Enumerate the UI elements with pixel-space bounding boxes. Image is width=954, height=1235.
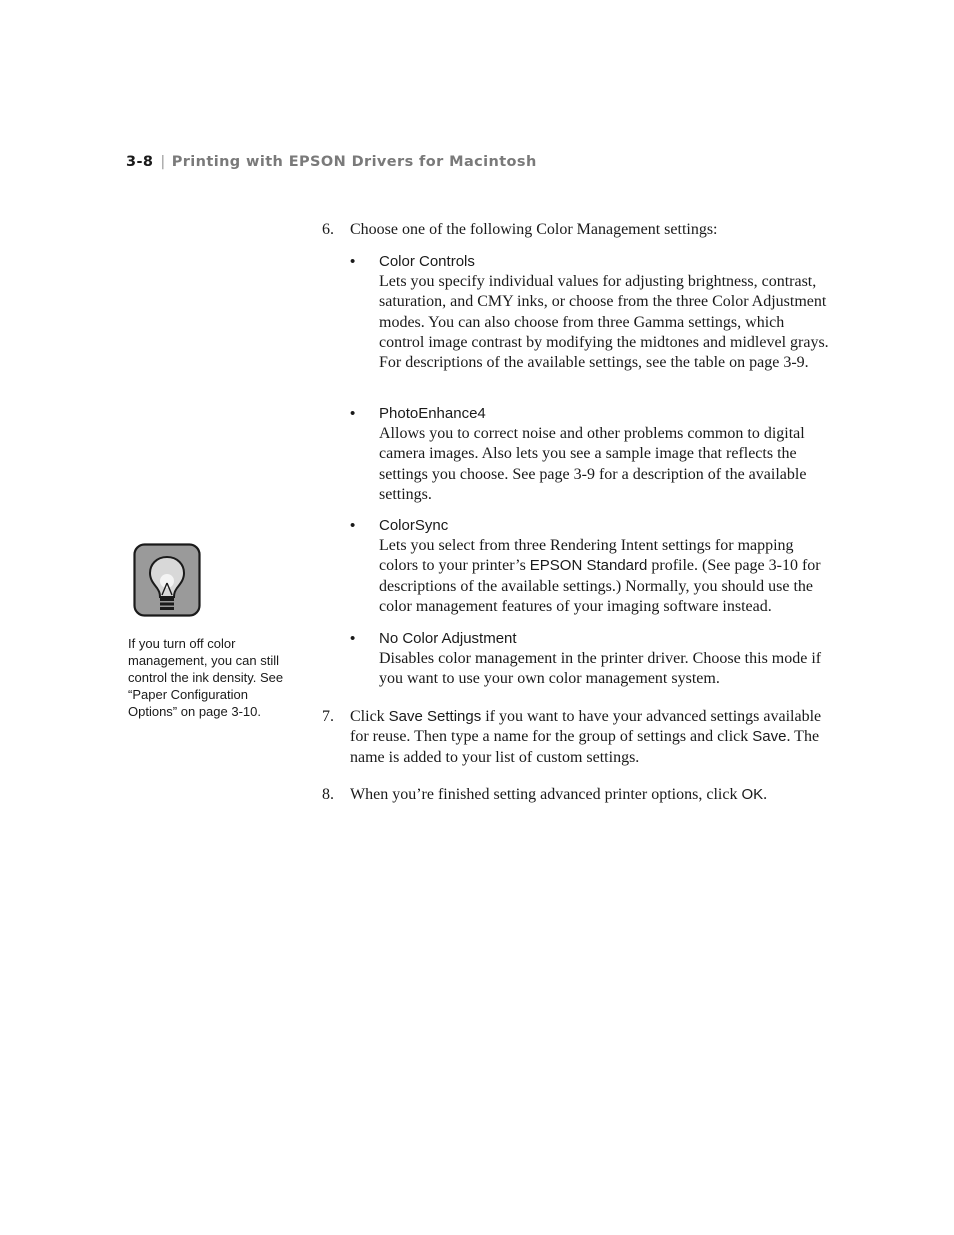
option-title: No Color Adjustment [379,630,517,647]
text-run: . The name is added to your list of custom settings. [350,728,820,766]
step-number: 7. [322,708,334,725]
text-run: . [763,786,768,803]
step-number: 6. [322,221,334,238]
option-title: PhotoEnhance4 [379,405,486,422]
option-title: ColorSync [379,517,449,534]
save-label: Save [752,728,787,746]
bullet-dot: • [350,517,356,534]
chapter-title: Printing with EPSON Drivers for Macintosh [171,154,537,170]
page-number: 3-8 [126,154,154,170]
description-text: Lets you select from three Rendering Intent settings for mapping colors to your printer’s [379,537,794,575]
text-run: if you want to have your advanced settings available for reuse. Then type a name for the group of settings and click [350,708,822,746]
option-title: Color Controls [379,253,475,270]
ok-label: OK [741,786,764,803]
option-description [379,536,829,617]
lightbulb-tip-icon [133,543,201,617]
description-text: profile. (See page 3-10 for descriptions of the available settings.) Normally, you should use the color management features of your imaging software instead. [379,557,821,615]
save-settings-label: Save Settings [388,708,482,725]
running-header [126,154,537,170]
step-text [350,707,828,768]
step-text [350,785,828,805]
header-separator: | [160,154,166,170]
bullet-dot: • [350,405,356,422]
option-description: Disables color management in the printer driver. Choose this mode if you want to use your own color management system. [379,650,822,688]
bullet-dot: • [350,253,356,270]
text-run: Click [350,708,389,725]
option-description: Allows you to correct noise and other problems common to digital camera images. Also lets you see a sample image that reflects the settings you choose. See page 3-9 for a description of the available settings. [379,425,807,503]
tip-note: If you turn off color management, you can still control the ink density. See “Paper Configuration Options” on page 3-10. [128,636,284,720]
step-number: 8. [322,786,334,803]
option-description: Lets you specify individual values for adjusting brightness, contrast, saturation, and CMY inks, or choose from the three Color Adjustment modes. You can also choose from three Gamma settings, which control image contrast by modifying the midtones and midlevel grays. For descriptions of the available settings, see the table on page 3-9. [379,273,829,372]
text-run: When you’re finished setting advanced printer options, click [350,786,742,803]
bullet-dot: • [350,630,356,647]
step-text: Choose one of the following Color Management settings: [350,221,718,238]
profile-name: EPSON Standard [529,557,648,575]
